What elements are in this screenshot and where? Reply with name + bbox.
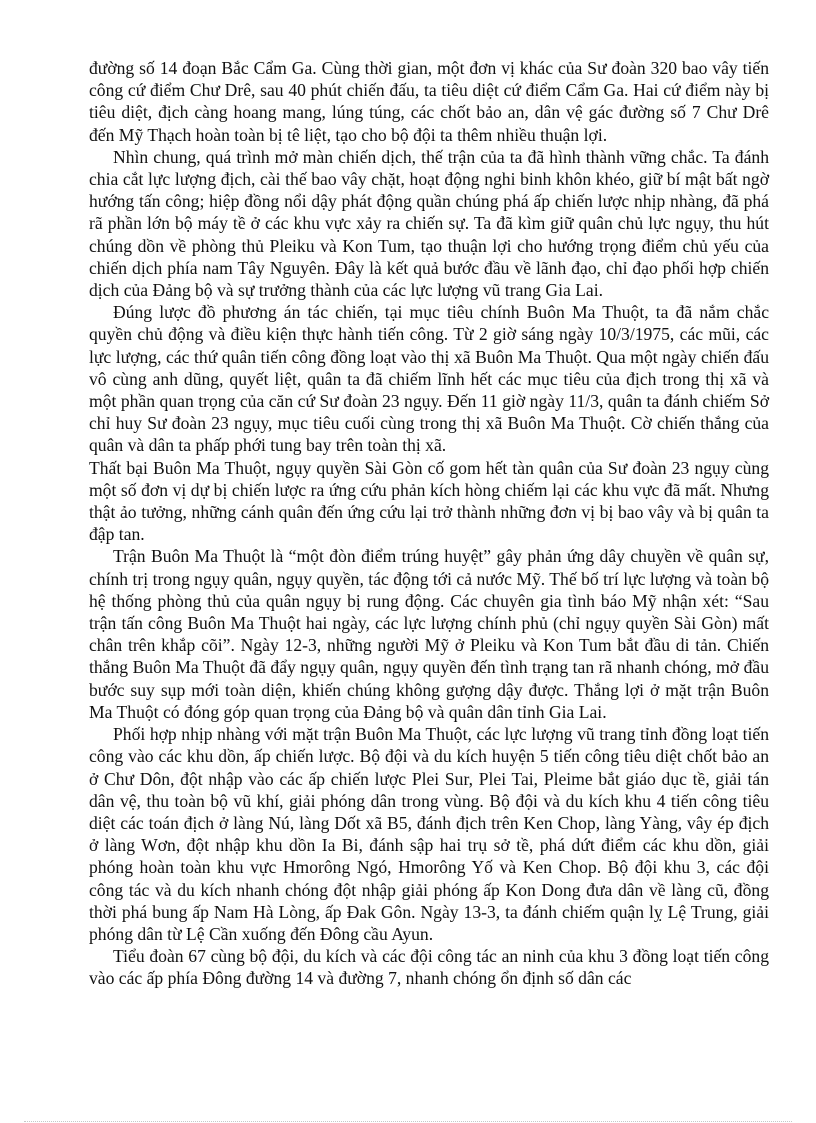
document-page [89,57,769,990]
paragraph: Trận Buôn Ma Thuột là “một đòn điểm trúng huyệt” gây phản ứng dây chuyền về quân sự, chính trị trong ngụy quân, ngụy quyền, tác động tới cả nước Mỹ. Thế bố trí lực lượng và toàn bộ hệ thống phòng thủ của quân ngụy bị rung động. Các chuyên gia tình báo Mỹ nhận xét: “Sau trận tấn công Buôn Ma Thuột hai ngày, các lực lượng chính phủ (chỉ ngụy quyền Sài Gòn) mất chân trên khắp cõi”. Ngày 12-3, những người Mỹ ở Pleiku và Kon Tum bắt đầu di tản. Chiến thắng Buôn Ma Thuột đã đẩy ngụy quân, ngụy quyền đến tình trạng tan rã nhanh chóng, mở đầu bước suy sụp mới toàn diện, khiến chúng không gượng dậy được. Thắng lợi ở mặt trận Buôn Ma Thuột có đóng góp quan trọng của Đảng bộ và quân dân tỉnh Gia Lai. [89,546,769,722]
paragraph: Đúng lược đồ phương án tác chiến, tại mục tiêu chính Buôn Ma Thuột, ta đã nắm chắc quyền chủ động và điều kiện thực hành tiến công. Từ 2 giờ sáng ngày 10/3/1975, các mũi, các lực lượng, các thứ quân tiến công đồng loạt vào thị xã Buôn Ma Thuột. Qua một ngày chiến đấu vô cùng anh dũng, quyết liệt, quân ta đã chiếm lĩnh hết các mục tiêu của địch trong thị xã và một phần quan trọng của căn cứ Sư đoàn 23 ngụy. Đến 11 giờ ngày 11/3, quân ta đánh chiếm Sở chỉ huy Sư đoàn 23 ngụy, mục tiêu cuối cùng trong thị xã Buôn Ma Thuột. Cờ chiến thắng của quân và dân ta phấp phới tung bay trên toàn thị xã. [89,302,769,456]
paragraph: Phối hợp nhịp nhàng với mặt trận Buôn Ma Thuột, các lực lượng vũ trang tỉnh đồng loạt tiến công vào các khu dồn, ấp chiến lược. Bộ đội và du kích huyện 5 tiến công tiêu diệt chốt bảo an ở Chư Dôn, đột nhập vào các ấp chiến lược Plei Sur, Plei Tai, Pleime bắt giáo dục tề, giải tán dân vệ, thu toàn bộ vũ khí, giải phóng dân trong vùng. Bộ đội và du kích khu 4 tiến công tiêu diệt các toán địch ở làng Nú, làng Dốt xã B5, đánh địch trên Ken Chop, làng Yàng, vây ép địch ở làng Wơn, đột nhập khu dồn Ia Bi, đánh sập hai trụ sở tề, phá dứt điểm các khu dồn, giải phóng hoàn toàn khu vực Hmorông Ngó, Hmorông Yố và Ken Chop. Bộ đội khu 3, các đội công tác và du kích nhanh chóng đột nhập giải phóng ấp Kon Dong đưa dân về làng cũ, đồng thời phá bung ấp Nam Hà Lòng, ấp Đak Gôn. Ngày 13-3, ta đánh chiếm quận lỵ Lệ Trung, giải phóng dân từ Lệ Cần xuống đến Đông cầu Ayun. [89,724,769,944]
paragraph: Nhìn chung, quá trình mở màn chiến dịch, thế trận của ta đã hình thành vững chắc. Ta đánh chia cắt lực lượng địch, cài thế bao vây chặt, hoạt động nghi binh khôn khéo, giữ bí mật bất ngờ hướng tấn công; hiệp đồng nổi dậy phát động quần chúng phá ấp chiến lược nhịp nhàng, đã phá rã phần lớn bộ máy tề ở các khu vực xảy ra chiến sự. Ta đã kìm giữ quân chủ lực ngụy, thu hút chúng dồn về phòng thủ Pleiku và Kon Tum, tạo thuận lợi cho hướng trọng điểm chủ yếu của chiến dịch phía nam Tây Nguyên. Đây là kết quả bước đầu về lãnh đạo, chỉ đạo phối hợp chiến dịch của Đảng bộ và sự trưởng thành của các lực lượng vũ trang Gia Lai. [89,146,769,301]
paragraph: Tiểu đoàn 67 cùng bộ đội, du kích và các đội công tác an ninh của khu 3 đồng loạt tiến công vào các ấp phía Đông đường 14 và đường 7, nhanh chóng ổn định số dân các [89,946,769,989]
paragraph: Thất bại Buôn Ma Thuột, ngụy quyền Sài Gòn cố gom hết tàn quân của Sư đoàn 23 ngụy cùng một số đơn vị dự bị chiến lược ra ứng cứu phản kích hòng chiếm lại các khu vực đã mất. Nhưng thật ảo tưởng, những cánh quân đến ứng cứu lại trở thành những đơn vị bị bao vây và bị quân ta đập tan. [89,457,769,545]
paragraph: đường số 14 đoạn Bắc Cẩm Ga. Cùng thời gian, một đơn vị khác của Sư đoàn 320 bao vây tiến công cứ điểm Chư Drê, sau 40 phút chiến đấu, ta tiêu diệt cứ điểm Cẩm Ga. Hai cứ điểm này bị tiêu diệt, địch càng hoang mang, lúng túng, các chốt bảo an, dân vệ gác đường số 7 Chư Drê đến Mỹ Thạch hoàn toàn bị tê liệt, tạo cho bộ đội ta thêm nhiều thuận lợi. [89,58,769,145]
page-bottom-divider [24,1121,792,1122]
